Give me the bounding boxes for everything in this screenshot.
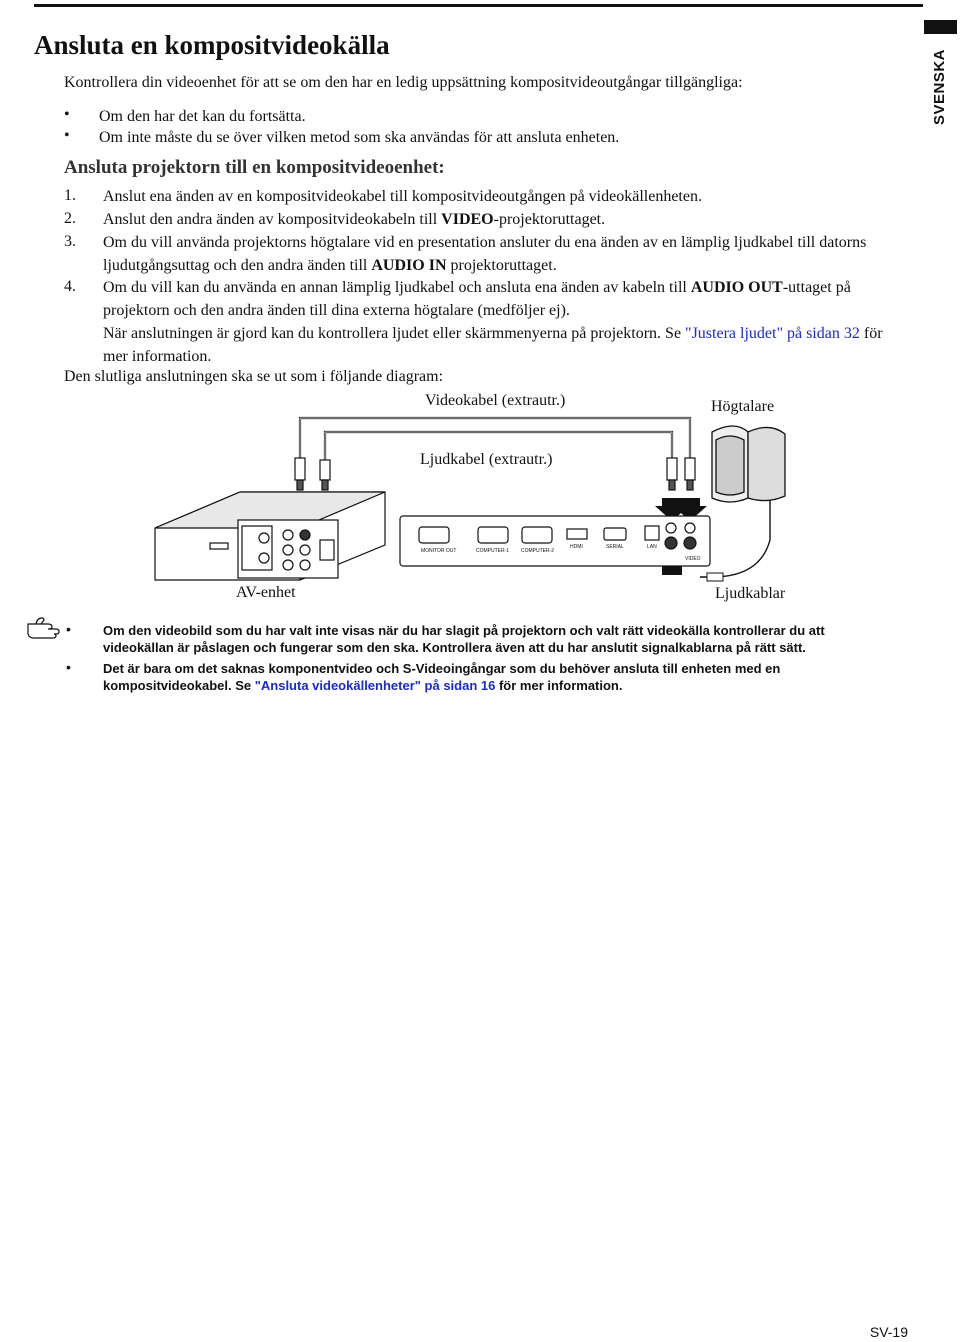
cross-reference-link[interactable]: "Justera ljudet" på sidan 32	[685, 325, 860, 342]
connection-diagram-drawing	[0, 380, 960, 615]
speakers-drawing	[712, 426, 785, 502]
port-label-hdmi: HDMI	[570, 544, 583, 550]
port-label-computer1: COMPUTER-1	[476, 548, 510, 554]
step-text: Om du vill kan du använda en annan lämplig ljudkabel och ansluta ena änden av kabeln till AUDIO OUT-uttaget på projektorn och den andra änden till dina externa högtalare (medföljer ej).	[103, 279, 851, 319]
bullet-dot: •	[64, 106, 70, 123]
step-number: 4.	[64, 278, 76, 295]
bullet-dot: •	[64, 127, 70, 144]
projector-panel-drawing	[400, 516, 710, 566]
step-number: 2.	[64, 210, 76, 227]
port-label-monitor-out: MONITOR OUT	[421, 548, 457, 554]
bullet-item: Om den har det kan du fortsätta.	[99, 108, 306, 125]
step-followup: När anslutningen är gjord kan du kontrollera ljudet eller skärmmenyerna på projektorn. Se "Justera ljudet" på sidan 32 för mer information.	[103, 325, 883, 365]
label-speakers: Högtalare	[711, 398, 775, 415]
note-item: Om den videobild som du har valt inte visas när du har slagit på projektorn och valt rätt videokälla kontrollerar du att videokällan är påslagen och fungerar som den ska. Kontrollera även att du har anslutit signalkablarna på rätt sätt.	[103, 623, 825, 655]
language-label: SVENSKA	[930, 48, 948, 126]
label-audio-cables: Ljudkablar	[715, 585, 786, 602]
connection-diagram	[0, 380, 960, 615]
port-label-lan: LAN	[647, 544, 657, 550]
port-label-serial: SERIAL	[606, 544, 624, 550]
section-subheading: Ansluta projektorn till en kompositvideoenhet:	[64, 157, 445, 178]
step-number: 3.	[64, 233, 76, 250]
top-rule	[34, 4, 923, 7]
diagram-intro: Den slutliga anslutningen ska se ut som i följande diagram:	[64, 368, 444, 385]
step-text: Anslut den andra änden av kompositvideokabeln till VIDEO-projektoruttaget.	[103, 211, 606, 228]
step-number: 1.	[64, 187, 76, 204]
bullet-item: Om inte måste du se över vilken metod som ska användas för att ansluta enheten.	[99, 129, 620, 146]
note-item: Det är bara om det saknas komponentvideo och S-Videoingångar som du behöver ansluta till enheten med en kompositvideokabel. Se "Ansluta videokällenheter" på sidan 16 för mer information.	[103, 661, 781, 693]
label-audio-cable: Ljudkabel (extrautr.)	[420, 451, 553, 468]
rca-plug-left	[295, 458, 330, 490]
label-av-unit: AV-enhet	[236, 584, 296, 601]
language-side-tab	[928, 42, 950, 132]
language-tab-block	[924, 20, 957, 34]
step-text: Anslut ena änden av en kompositvideokabel till kompositvideoutgången på videokällenheten.	[103, 188, 702, 205]
cross-reference-link[interactable]: "Ansluta videokällenheter" på sidan 16	[254, 678, 496, 693]
av-unit-drawing	[155, 492, 385, 580]
note-bullet-dot: •	[66, 659, 71, 675]
speaker-plug	[707, 573, 723, 581]
rca-plug-right	[667, 458, 695, 490]
page-title: Ansluta en kompositvideokälla	[34, 30, 390, 60]
port-label-video: VIDEO	[685, 556, 701, 562]
note-bullet-dot: •	[66, 621, 71, 637]
note-hand-icon	[26, 614, 62, 640]
port-label-computer2: COMPUTER-2	[521, 548, 555, 554]
intro-text: Kontrollera din videoenhet för att se om den har en ledig uppsättning kompositvideoutgångar tillgängliga:	[64, 74, 743, 91]
page-number: SV-19	[869, 1324, 908, 1340]
label-video-cable: Videokabel (extrautr.)	[425, 392, 566, 409]
step-text: Om du vill använda projektorns högtalare vid en presentation ansluter du ena änden av en lämplig ljudkabel till datorns ljudutgångsuttag och den andra änden till AUDIO IN projektoruttaget.	[103, 234, 867, 274]
